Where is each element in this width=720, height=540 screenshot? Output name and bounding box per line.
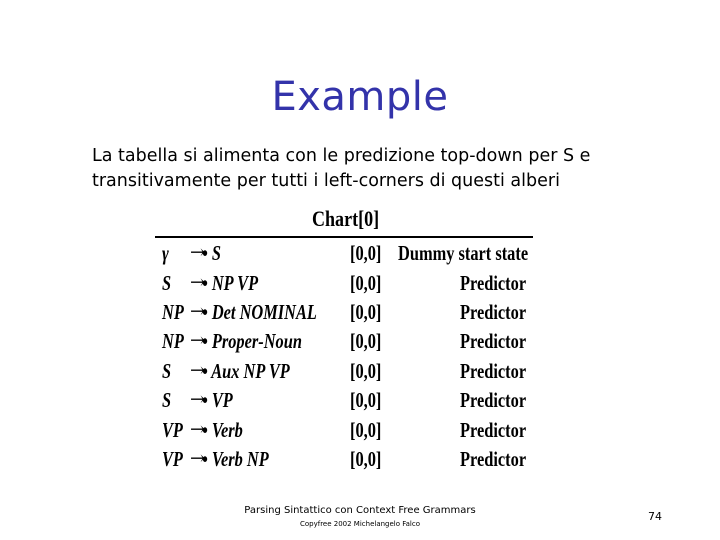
rule-rhs: • S: [202, 241, 221, 265]
rule-span: [0,0]: [350, 359, 382, 383]
rule-arrow-icon: →: [190, 330, 206, 351]
rule-span: [0,0]: [350, 388, 382, 412]
rule-span: [0,0]: [350, 418, 382, 442]
chart-divider: [155, 236, 533, 238]
rule-rhs: • Proper-Noun: [202, 329, 302, 353]
rule-lhs: NP: [162, 300, 184, 324]
chart-row: [162, 299, 532, 325]
rule-arrow-icon: →: [190, 389, 206, 410]
chart-row: [162, 446, 532, 472]
rule-procedure: Predictor: [460, 418, 527, 442]
rule-span: [0,0]: [350, 241, 382, 265]
chart-row: [162, 240, 532, 266]
rule-lhs: S: [162, 388, 172, 412]
rule-lhs: γ: [162, 241, 169, 265]
rule-arrow-icon: →: [190, 360, 206, 381]
chart-row: [162, 358, 532, 384]
slide-title: Example: [271, 74, 449, 120]
rule-rhs: • NP VP: [202, 271, 259, 295]
rule-lhs: S: [162, 271, 172, 295]
rule-arrow-icon: →: [190, 419, 206, 440]
rule-rhs: • Aux NP VP: [202, 359, 290, 383]
intro-text: [92, 144, 652, 194]
rule-rhs: • Det NOMINAL: [202, 300, 317, 324]
intro-line-1: La tabella si alimenta con le predizione top-down per S e: [92, 146, 591, 166]
chart-row: [162, 417, 532, 443]
rule-lhs: NP: [162, 329, 184, 353]
chart-row: [162, 387, 532, 413]
rule-procedure: Predictor: [460, 300, 527, 324]
chart-row: [162, 328, 532, 354]
rule-rhs: • Verb NP: [202, 447, 269, 471]
footer-title: Parsing Sintattico con Context Free Grammars: [244, 505, 476, 516]
rule-arrow-icon: →: [190, 242, 206, 263]
rule-arrow-icon: →: [190, 448, 206, 469]
rule-procedure: Dummy start state: [398, 241, 529, 265]
rule-span: [0,0]: [350, 447, 382, 471]
rule-rhs: • Verb: [202, 418, 243, 442]
rule-span: [0,0]: [350, 300, 382, 324]
rule-procedure: Predictor: [460, 359, 527, 383]
rule-procedure: Predictor: [460, 329, 527, 353]
rule-procedure: Predictor: [460, 447, 527, 471]
rule-lhs: VP: [162, 447, 183, 471]
chart-row: [162, 270, 532, 296]
rule-lhs: S: [162, 359, 172, 383]
footer-copyright: Copyfree 2002 Michelangelo Falco: [299, 520, 421, 528]
rule-span: [0,0]: [350, 271, 382, 295]
rule-procedure: Predictor: [460, 388, 527, 412]
rule-procedure: Predictor: [460, 271, 527, 295]
page-number: 74: [648, 510, 662, 523]
intro-line-2: transitivamente per tutti i left-corners di questi alberi: [92, 171, 560, 191]
rule-arrow-icon: →: [190, 301, 206, 322]
rule-rhs: • VP: [202, 388, 233, 412]
rule-arrow-icon: →: [190, 272, 206, 293]
rule-lhs: VP: [162, 418, 183, 442]
rule-span: [0,0]: [350, 329, 382, 353]
chart-heading: Chart[0]: [312, 206, 380, 231]
